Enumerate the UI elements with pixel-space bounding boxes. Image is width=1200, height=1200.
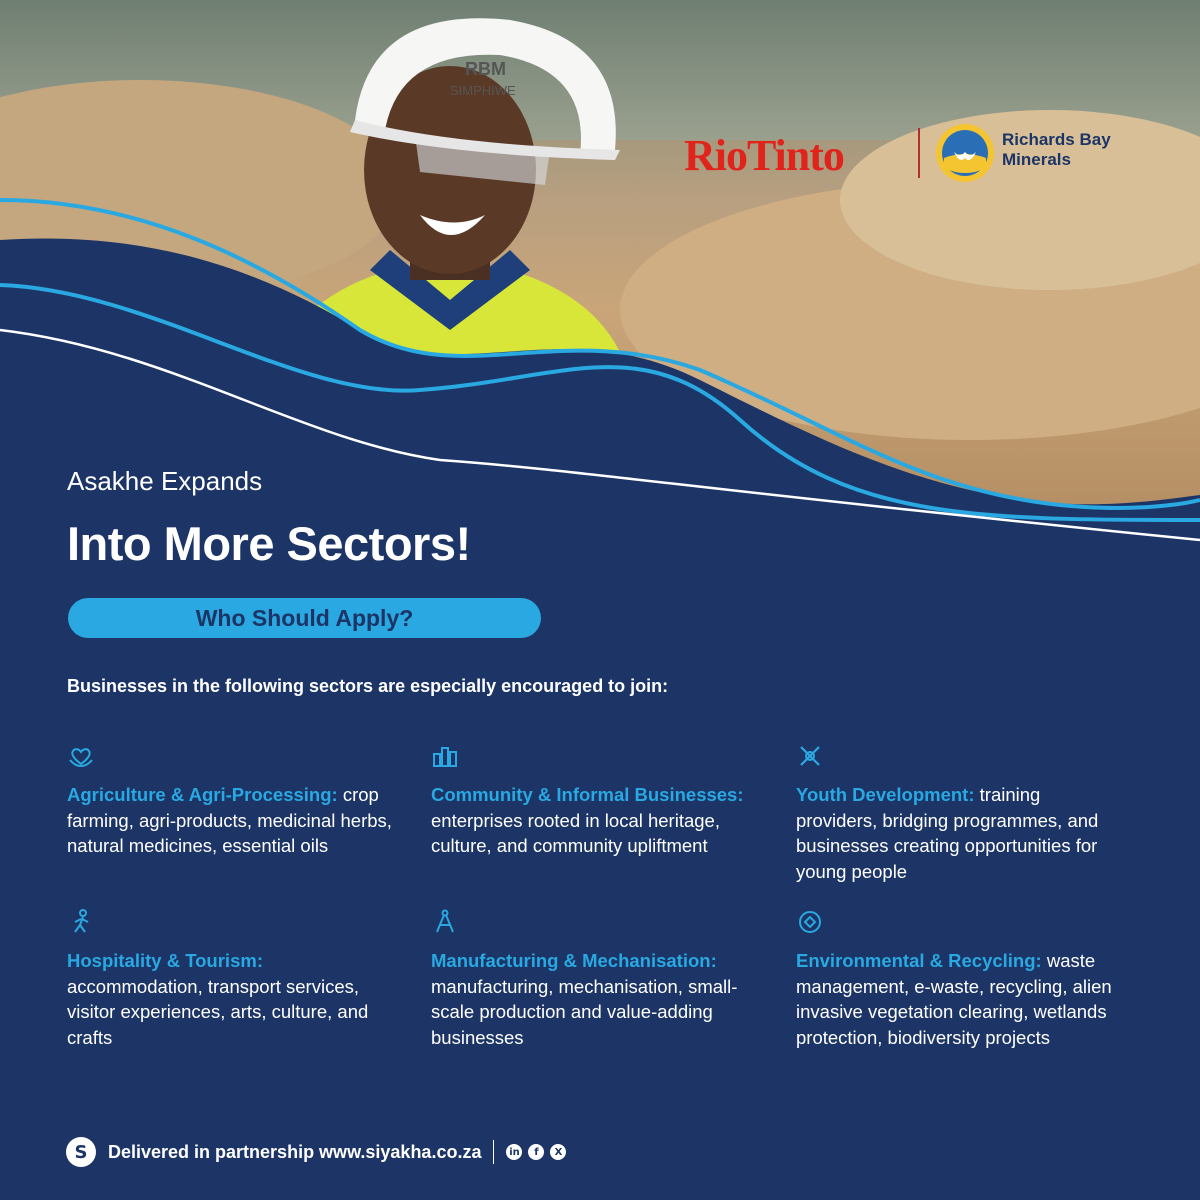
linkedin-icon[interactable]: in [506,1144,522,1160]
page-title: Into More Sectors! [67,517,471,570]
sector-heading: Manufacturing & Mechanisation: [431,950,717,971]
sector-body: training providers, bridging programmes, and businesses creating opportunities for young people [796,784,1099,882]
youth-tools-icon [796,742,824,770]
sector-body: waste management, e-waste, recycling, alien invasive vegetation clearing, wetlands protection, biodiversity projects [796,950,1112,1048]
intro-text: Businesses in the following sectors are especially encouraged to join: [67,676,669,696]
sector-heading: Environmental & Recycling: [796,950,1042,971]
siyakha-logo: S [66,1137,96,1167]
rbm-logo-text: Richards Bay Minerals [1002,130,1111,169]
helmet-name-text: SIMPHIWE [450,83,516,98]
sector-hospitality [67,908,397,1050]
sector-manufacturing [431,908,761,1050]
subtitle: Asakhe Expands [67,466,263,496]
compass-tool-icon [431,908,459,936]
sector-heading: Hospitality & Tourism: [67,950,263,971]
sector-heading: Community & Informal Businesses: [431,784,744,805]
helmet-brand-text: RBM [465,59,506,79]
recycle-globe-icon [796,908,824,936]
footer [66,1136,572,1168]
rio-tinto-logo: RioTinto [684,131,844,180]
rbm-logo-icon [934,122,996,184]
sector-youth [796,742,1126,884]
community-buildings-icon [431,742,459,770]
heart-hands-icon [67,742,95,770]
sector-body: crop farming, agri-products, medicinal herbs, natural medicines, essential oils [67,784,392,856]
sector-body: manufacturing, mechanisation, small-scale production and value-adding businesses [431,975,738,1048]
footer-text[interactable]: Delivered in partnership www.siyakha.co.za [108,1141,482,1162]
sector-body: accommodation, transport services, visitor experiences, arts, culture, and crafts [67,975,369,1048]
sector-heading: Youth Development: [796,784,975,805]
sector-community [431,742,761,859]
x-icon[interactable]: X [550,1144,566,1160]
sector-environmental [796,908,1126,1050]
logo-divider [918,128,920,178]
facebook-icon[interactable]: f [528,1144,544,1160]
sector-agriculture [67,742,397,859]
sector-heading: Agriculture & Agri-Processing: [67,784,338,805]
who-should-apply-badge: Who Should Apply? [68,598,541,638]
footer-divider [493,1140,494,1164]
traveler-icon [67,908,95,936]
sector-body: enterprises rooted in local heritage, culture, and community upliftment [431,809,720,856]
